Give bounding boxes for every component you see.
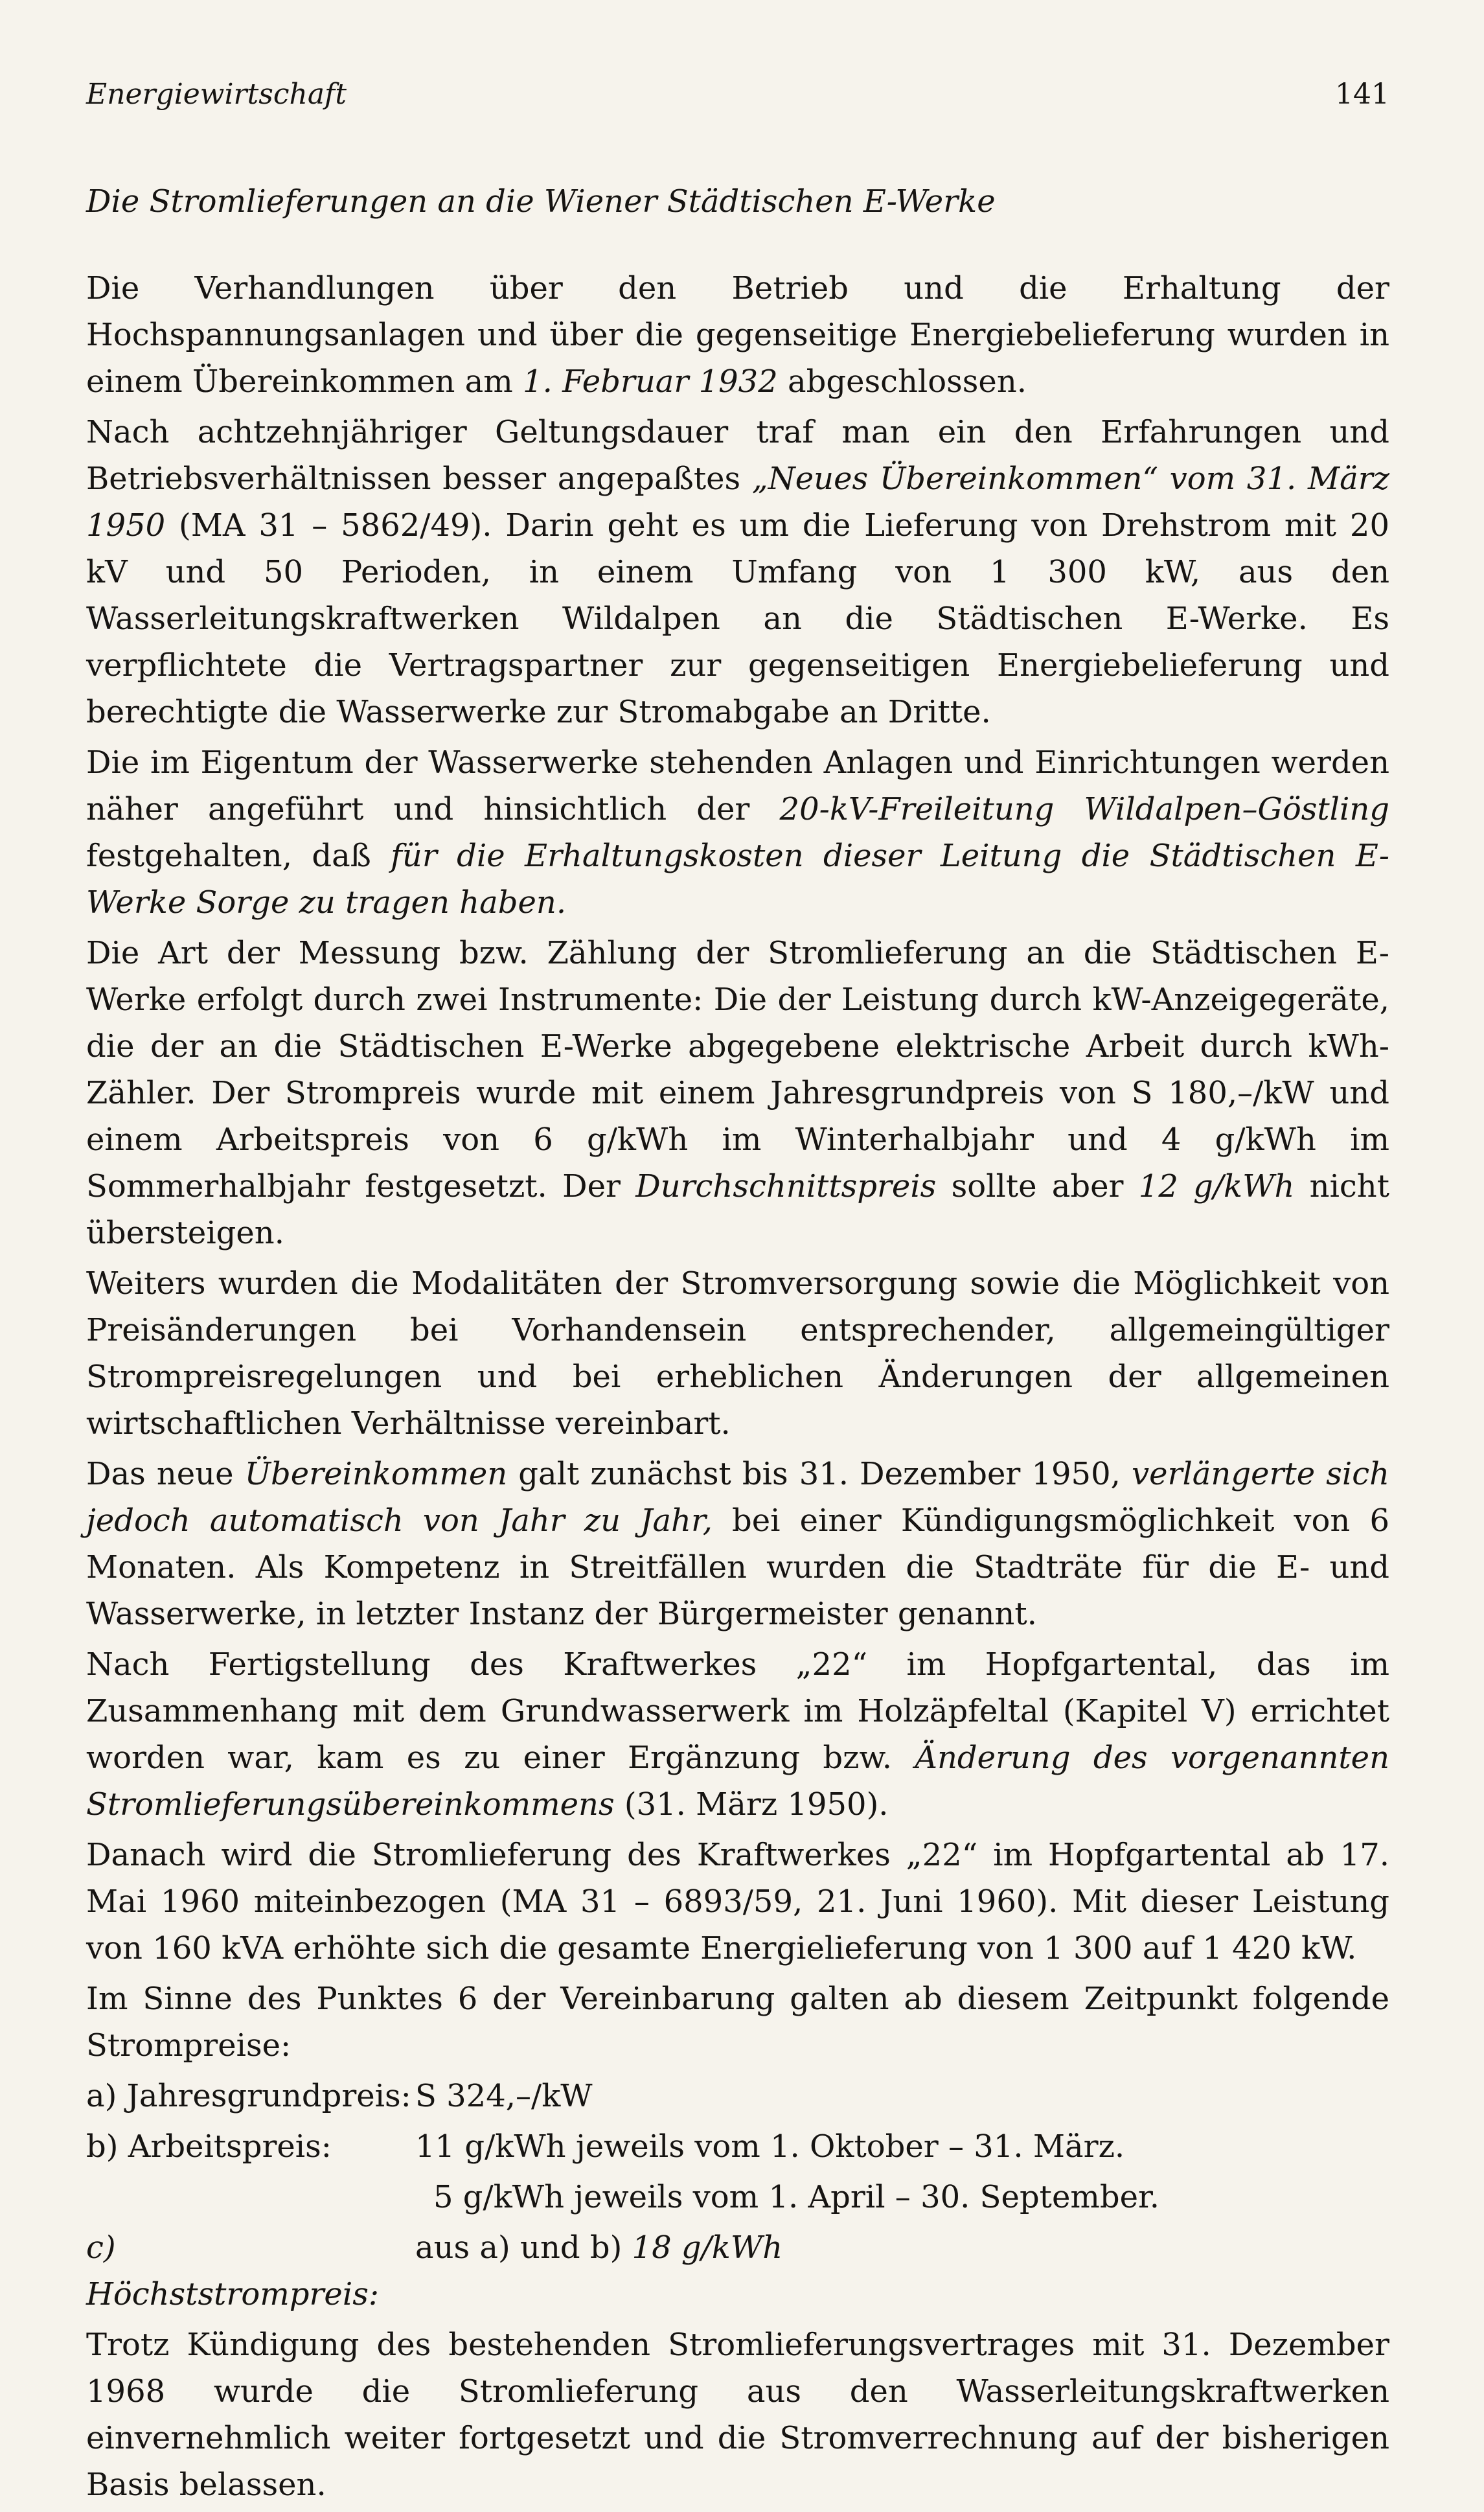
price-row-a — [86, 2073, 1389, 2119]
p4-italic-1: Durchschnittspreis — [635, 1168, 937, 1204]
p1-text-2: abgeschlossen. — [777, 363, 1027, 400]
paragraph-5 — [86, 1260, 1389, 1447]
paragraph-3 — [86, 739, 1389, 926]
p1-italic-1: 1. Februar 1932 — [523, 363, 778, 400]
section-title: Die Stromlieferungen an die Wiener Städtischen E-Werke — [86, 183, 996, 220]
price-row-b2 — [86, 2174, 1389, 2220]
p4-italic-2: 12 g/kWh — [1138, 1168, 1295, 1204]
p6-italic-2: verlängerte sich jedoch automatisch von Jahr zu Jahr, — [86, 1456, 1389, 1539]
paragraph-9 — [86, 1976, 1389, 2069]
price-b-label: b) Arbeitspreis: — [86, 2128, 332, 2165]
p6-text-3: bei einer Kündigungsmöglichkeit von 6 Monaten. Als Kompetenz in Streitfällen wurden die Stadträte für die E- und Wasserwerke, in letzter Instanz der Bürgermeister genannt. — [86, 1503, 1389, 1632]
paragraph-4 — [86, 930, 1389, 1256]
p6-text-1: Das neue — [86, 1456, 245, 1492]
body-text — [86, 178, 1389, 2512]
paragraph-8 — [86, 1832, 1389, 1972]
p3-italic-1: 20-kV-Freileitung Wildalpen–Göstling — [779, 791, 1389, 827]
p3-text-1: Die im Eigentum der Wasserwerke stehenden Anlagen und Einrichtungen werden näher angeführt und hinsichtlich der — [86, 744, 1389, 827]
running-title: Energiewirtschaft — [86, 78, 347, 111]
price-c-value-plain: aus a) und b) — [415, 2230, 632, 2266]
paragraph-1 — [86, 265, 1389, 405]
price-a-value: S 324,–/kW — [415, 2078, 593, 2114]
p1-text-1: Die Verhandlungen über den Betrieb und die Erhaltung der Hochspannungsanlagen und über die gegenseitige Energiebelieferung wurden in einem Übereinkommen am — [86, 270, 1389, 400]
price-b-value-1: 11 g/kWh jeweils vom 1. Oktober – 31. März. — [415, 2128, 1125, 2165]
price-row-b — [86, 2123, 1389, 2170]
price-b-value-2: 5 g/kWh jeweils vom 1. April – 30. September. — [433, 2179, 1159, 2215]
p4-text-3: nicht übersteigen. — [86, 1168, 1390, 1251]
paragraph-2 — [86, 409, 1389, 735]
running-header — [86, 78, 1389, 130]
price-c-value — [415, 2224, 1389, 2318]
paragraph-7 — [86, 1641, 1389, 1828]
p9-text-1: Im Sinne des Punktes 6 der Vereinbarung galten ab diesem Zeitpunkt folgende Strompreise: — [86, 1981, 1389, 2064]
p3-italic-2: für die Erhaltungskosten dieser Leitung die Städtischen E-Werke Sorge zu tragen haben. — [86, 838, 1389, 921]
paragraph-6 — [86, 1451, 1389, 1637]
p4-text-1: Die Art der Messung bzw. Zählung der Stromlieferung an die Städtischen E-Werke erfolgt durch zwei Instrumente: Die der Leistung durch kW-Anzeigegeräte, die der an die Städtischen E-Werke abgegebene elektrische Arbeit durch kWh-Zähler. Der Strompreis wurde mit einem Jahresgrundpreis von S 180,–/kW und einem Arbeitspreis von 6 g/kWh im Winterhalbjahr und 4 g/kWh im Sommerhalbjahr festgesetzt. Der — [86, 935, 1389, 1204]
p7-text-1: Nach Fertigstellung des Kraftwerkes „22“ im Hopfgartental, das im Zusammenhang mit dem Grundwasserwerk im Holzäpfeltal (Kapitel V) errichtet worden war, kam es zu einer Ergänzung bzw. — [86, 1646, 1389, 1776]
price-c-label: c) Höchststrompreis: — [86, 2230, 379, 2312]
paragraph-10 — [86, 2322, 1389, 2508]
p5-text-1: Weiters wurden die Modalitäten der Stromversorgung sowie die Möglichkeit von Preisänderungen bei Vorhandensein entsprechender, allgemeingültiger Strompreisregelungen und bei erheblichen Änderungen der allgemeinen wirtschaftlichen Verhältnisse vereinbart. — [86, 1265, 1389, 1442]
p2-italic-1: „Neues Übereinkommen“ vom 31. März 1950 — [86, 461, 1390, 544]
p8-text-1: Danach wird die Stromlieferung des Kraftwerkes „22“ im Hopfgartental ab 17. Mai 1960 miteinbezogen (MA 31 – 6893/59, 21. Juni 1960). Mit dieser Leistung von 160 kVA erhöhte sich die gesamte Energielieferung von 1 300 auf 1 420 kW. — [86, 1837, 1389, 1966]
p3-text-2: festgehalten, daß — [86, 838, 391, 874]
p2-text-1: Nach achtzehnjähriger Geltungsdauer traf man ein den Erfahrungen und Betriebsverhältnissen besser angepaßtes — [86, 414, 1389, 497]
page-number: 141 — [1335, 78, 1389, 111]
price-c-value-italic: 18 g/kWh — [632, 2230, 783, 2266]
p6-text-2: galt zunächst bis 31. Dezember 1950, — [507, 1456, 1132, 1492]
p4-text-2: sollte aber — [936, 1168, 1139, 1204]
p7-italic-1: Änderung des vorgenannten Stromlieferungsübereinkommens — [86, 1740, 1390, 1823]
price-a-label: a) Jahresgrundpreis: — [86, 2078, 411, 2114]
p6-italic-1: Übereinkommen — [244, 1456, 508, 1492]
p7-text-2: (31. März 1950). — [614, 1786, 889, 1823]
p10-text-1: Trotz Kündigung des bestehenden Stromlieferungsvertrages mit 31. Dezember 1968 wurde die Stromlieferung aus den Wasserleitungskraftwerken einvernehmlich weiter fortgesetzt und die Stromverrechnung auf der bisherigen Basis belassen. — [86, 2327, 1389, 2503]
price-row-c — [86, 2224, 1389, 2318]
p2-text-2: (MA 31 – 5862/49). Darin geht es um die Lieferung von Drehstrom mit 20 kV und 50 Perioden, in einem Umfang von 1 300 kW, aus den Wasserleitungskraftwerken Wildalpen an die Städtischen E-Werke. Es verpflichtete die Vertragspartner zur gegenseitigen Energiebelieferung und berechtigte die Wasserwerke zur Stromabgabe an Dritte. — [86, 507, 1389, 730]
